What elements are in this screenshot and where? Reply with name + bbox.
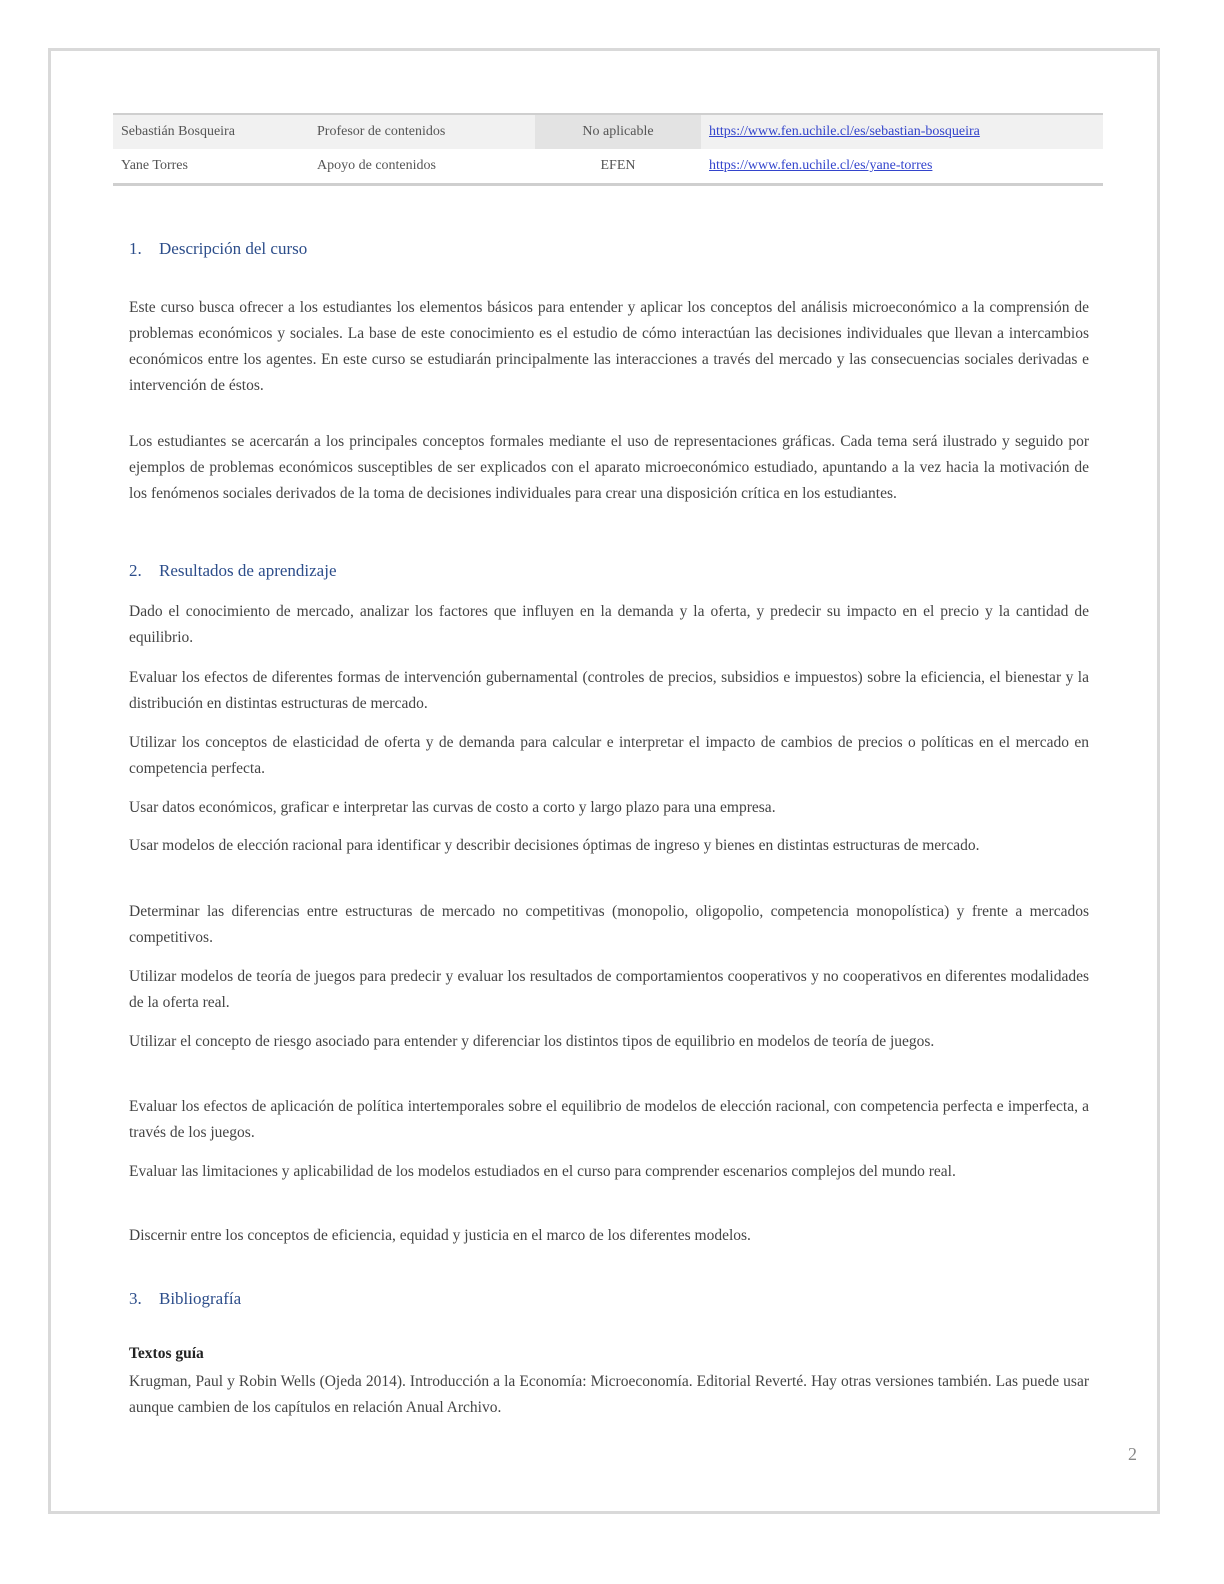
outcome-item: Utilizar los conceptos de elasticidad de oferta y de demanda para calcular e interpretar el impacto de cambios de precios o políticas en el mercado en competencia perfecta.	[129, 734, 1089, 777]
outcome-item: Utilizar modelos de teoría de juegos para predecir y evaluar los resultados de comportamientos cooperativos y no cooperativos en diferentes modalidades de la oferta real.	[129, 968, 1089, 1011]
table-cell-affiliation: No aplicable	[535, 114, 701, 149]
outcome-item: Evaluar los efectos de aplicación de política intertemporales sobre el equilibrio de modelos de elección racional, con competencia perfecta e imperfecta, a través de los juegos.	[129, 1098, 1089, 1141]
outcome-item: Usar datos económicos, graficar e interpretar las curvas de costo a corto y largo plazo para una empresa.	[129, 799, 776, 816]
section-number: 2.	[129, 561, 142, 580]
section-title: Resultados de aprendizaje	[159, 561, 337, 580]
table-cell-role: Apoyo de contenidos	[309, 149, 535, 185]
section-title: Bibliografía	[159, 1289, 242, 1308]
section-heading-bibliography	[129, 1289, 241, 1309]
table-cell-link[interactable]: https://www.fen.uchile.cl/es/sebastian-bosqueira	[701, 114, 1103, 149]
bibliography-reference: Krugman, Paul y Robin Wells (Ojeda 2014). Introducción a la Economía: Microeconomía. Editorial Reverté. Hay otras versiones también. Las puede usar aunque cambien de los capítulos en relación Anual Archivo.	[129, 1373, 1089, 1416]
description-paragraph: Este curso busca ofrecer a los estudiantes los elementos básicos para entender y aplicar los conceptos del análisis microeconómico a la comprensión de problemas económicos y sociales. La base de este conocimiento es el estudio de cómo interactúan las decisiones individuales que llevan a intercambios económicos entre los agentes. En este curso se estudiarán principalmente las interacciones a través del mercado y las consecuencias sociales derivadas e intervención de éstos.	[129, 299, 1089, 394]
table-cell-name: Sebastián Bosqueira	[113, 114, 309, 149]
section-heading-learning-outcomes	[129, 561, 337, 581]
table-cell-name: Yane Torres	[113, 149, 309, 185]
bibliography-subheading: Textos guía	[129, 1345, 204, 1362]
table-cell-role: Profesor de contenidos	[309, 114, 535, 149]
table-row	[113, 149, 1103, 185]
table-cell-link[interactable]: https://www.fen.uchile.cl/es/yane-torres	[701, 149, 1103, 185]
section-number: 1.	[129, 239, 142, 258]
table-cell-affiliation: EFEN	[535, 149, 701, 185]
description-paragraph: Los estudiantes se acercarán a los principales conceptos formales mediante el uso de representaciones gráficas. Cada tema será ilustrado y seguido por ejemplos de problemas económicos susceptibles de ser explicados con el aparato microeconómico estudiado, apuntando a la vez hacia la motivación de los fenómenos sociales derivados de la toma de decisiones individuales para crear una disposición crítica en los estudiantes.	[129, 433, 1089, 502]
staff-table	[113, 113, 1103, 186]
table-row	[113, 114, 1103, 149]
section-number: 3.	[129, 1289, 142, 1308]
section-title: Descripción del curso	[159, 239, 308, 258]
section-heading-description	[129, 239, 307, 259]
outcome-item: Utilizar el concepto de riesgo asociado para entender y diferenciar los distintos tipos de equilibrio en modelos de teoría de juegos.	[129, 1033, 935, 1050]
outcome-item: Evaluar las limitaciones y aplicabilidad de los modelos estudiados en el curso para comprender escenarios complejos del mundo real.	[129, 1163, 956, 1180]
document-page	[48, 48, 1160, 1514]
outcome-item: Usar modelos de elección racional para identificar y describir decisiones óptimas de ingreso y bienes en distintas estructuras de mercado.	[129, 837, 980, 854]
outcome-item: Discernir entre los conceptos de eficiencia, equidad y justicia en el marco de los diferentes modelos.	[129, 1227, 751, 1244]
outcome-item: Dado el conocimiento de mercado, analizar los factores que influyen en la demanda y la oferta, y predecir su impacto en el precio y la cantidad de equilibrio.	[129, 603, 1089, 646]
outcome-item: Evaluar los efectos de diferentes formas de intervención gubernamental (controles de precios, subsidios e impuestos) sobre la eficiencia, el bienestar y la distribución en distintas estructuras de mercado.	[129, 669, 1089, 712]
outcome-item: Determinar las diferencias entre estructuras de mercado no competitivas (monopolio, oligopolio, competencia monopolística) y frente a mercados competitivos.	[129, 903, 1089, 946]
page-number: 2	[1128, 1444, 1137, 1464]
